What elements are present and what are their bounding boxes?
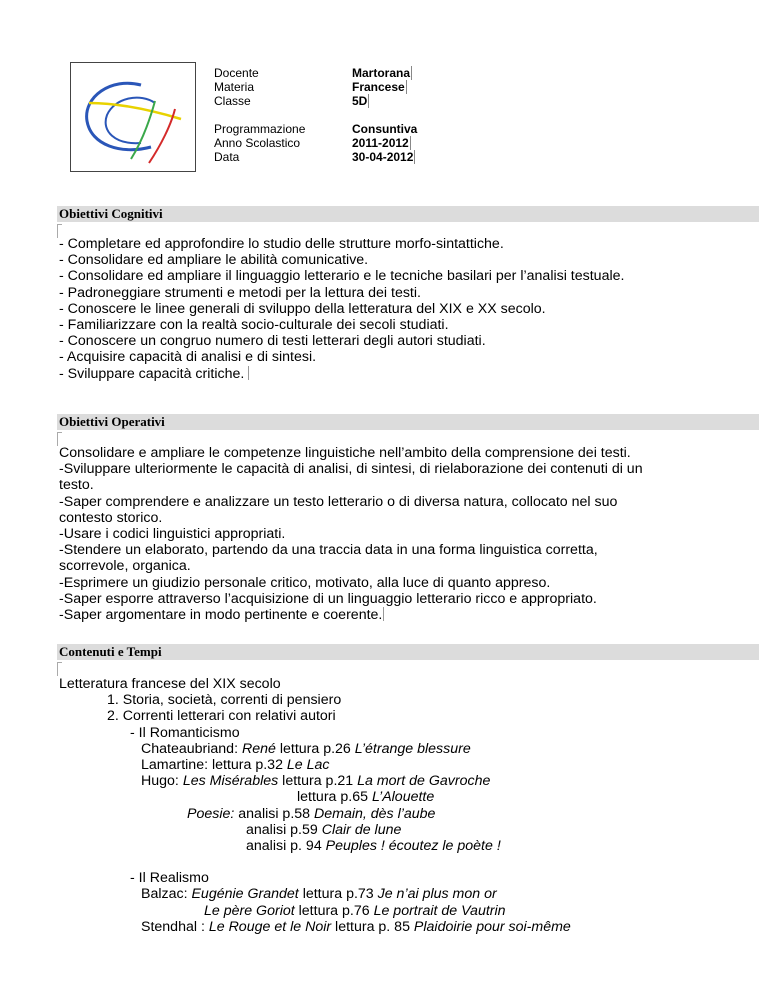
text-line: testo.: [59, 477, 94, 494]
text-line: contesto storico.: [59, 509, 163, 526]
section-header-operativi: Obiettivi Operativi: [57, 414, 759, 430]
author-chateaubriand: Chateaubriand: René lettura p.26 L’étrange blessure: [141, 740, 471, 757]
list-item: - Consolidare ed ampliare il linguaggio letterario e le tecniche basilari per l’analisi testuale.: [59, 268, 625, 285]
author-balzac: Balzac: Eugénie Grandet lettura p.73 Je n’ai plus mon or: [141, 886, 497, 903]
list-item: - Consolidare ed ampliare le abilità comunicative.: [59, 252, 369, 269]
value-anno: 2011-2012: [352, 136, 409, 150]
list-item: - Completare ed approfondire lo studio delle strutture morfo-sintattiche.: [59, 236, 504, 252]
numbered-item: 1. Storia, società, correnti di pensiero: [107, 692, 342, 709]
label-anno: Anno Scolastico: [214, 136, 301, 150]
text-line: Consolidare e ampliare le competenze linguistiche nell’ambito della comprensione dei testi.: [59, 445, 631, 461]
text-line: -Saper argomentare in modo pertinente e coerente.: [59, 607, 383, 624]
list-item: - Conoscere le linee generali di sviluppo della letteratura del XIX e XX secolo.: [59, 300, 546, 317]
list-item: - Familiarizzare con la realtà socio-culturale dei secoli studiati.: [59, 317, 449, 334]
author-hugo: Hugo: Les Misérables lettura p.21 La mort de Gavroche: [141, 773, 491, 790]
poesie-line: analisi p.59 Clair de lune: [246, 821, 402, 838]
text-line: -Usare i codici linguistici appropriati.: [59, 526, 286, 543]
contenuti-body: [59, 676, 571, 935]
author-balzac-goriot: Le père Goriot lettura p.76 Le portrait de Vautrin: [204, 902, 506, 919]
text-line: -Stendere un elaborato, partendo da una traccia data in una forma linguistica corretta,: [59, 542, 598, 559]
label-data: Data: [214, 150, 240, 164]
text-line: scorrevole, organica.: [59, 558, 191, 575]
text-line: -Saper comprendere e analizzare un testo letterario o di diversa natura, collocato nel suo: [59, 493, 618, 510]
header-values: [352, 66, 417, 164]
label-materia: Materia: [214, 80, 255, 94]
numbered-item: 2. Correnti letterari con relativi autori: [107, 708, 336, 725]
text-line: -Saper esporre attraverso l’acquisizione di un linguaggio letterario ricco e appropriato.: [59, 590, 597, 607]
list-item: - Acquisire capacità di analisi e di sintesi.: [59, 349, 317, 366]
label-classe: Classe: [214, 94, 251, 108]
paragraph-mark: [57, 662, 62, 676]
text-line: -Sviluppare ulteriormente le capacità di analisi, di sintesi, di rielaborazione dei contenuti di un: [59, 461, 643, 478]
text-caret: [383, 607, 384, 621]
author-hugo-reading: lettura p.65 L’Alouette: [297, 789, 435, 806]
text-line: -Esprimere un giudizio personale critico, motivato, alla luce di quanto appreso.: [59, 574, 551, 591]
value-programmazione: Consuntiva: [352, 122, 418, 136]
movement-romanticismo: - Il Romanticismo: [130, 724, 240, 741]
value-classe: 5D: [352, 94, 368, 108]
list-operativi: [59, 445, 643, 623]
header-labels: [214, 66, 305, 164]
value-data: 30-04-2012: [352, 150, 414, 164]
school-logo: [70, 62, 196, 172]
section-header-cognitivi: Obiettivi Cognitivi: [57, 206, 759, 222]
list-item: - Padroneggiare strumenti e metodi per la lettura dei testi.: [59, 284, 421, 301]
value-materia: Francese: [352, 80, 405, 94]
poesie-line: Poesie: analisi p.58 Demain, dès l’aube: [187, 805, 436, 822]
value-docente: Martorana: [352, 66, 411, 80]
list-cognitivi: [59, 236, 624, 382]
paragraph-mark: [57, 432, 62, 446]
author-lamartine: Lamartine: lettura p.32 Le Lac: [141, 757, 330, 774]
list-item: - Conoscere un congruo numero di testi letterari degli autori studiati.: [59, 333, 486, 350]
list-item: - Sviluppare capacità critiche.: [59, 365, 245, 382]
contenuti-intro: Letteratura francese del XIX secolo: [59, 676, 281, 692]
author-stendhal: Stendhal : Le Rouge et le Noir lettura p. 85 Plaidoirie pour soi-même: [141, 918, 571, 935]
movement-realismo: - Il Realismo: [130, 870, 209, 887]
section-header-contenuti: Contenuti e Tempi: [57, 644, 759, 660]
label-docente: Docente: [214, 66, 259, 80]
text-caret: [248, 366, 249, 380]
label-programmazione: Programmazione: [214, 122, 306, 136]
poesie-line: analisi p. 94 Peuples ! écoutez le poète !: [246, 838, 501, 855]
